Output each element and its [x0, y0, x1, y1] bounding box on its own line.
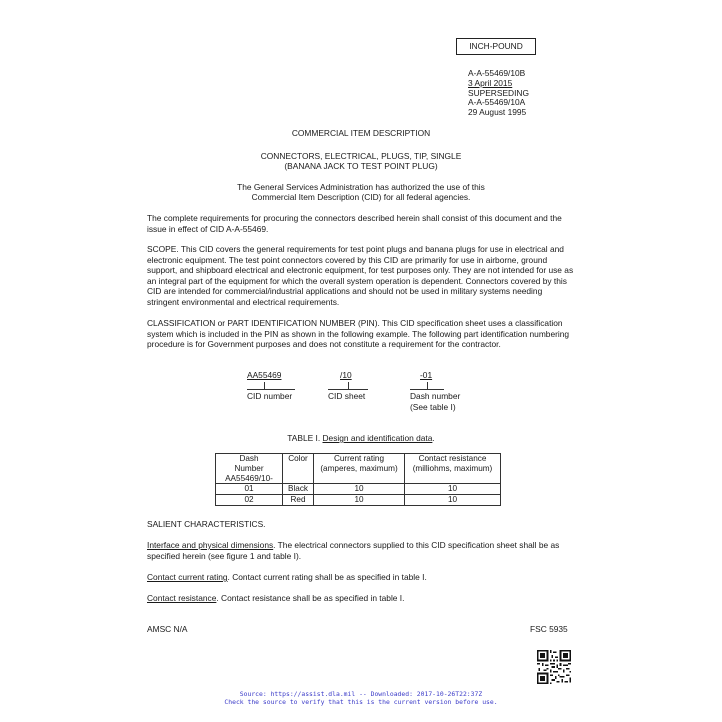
- table-caption-prefix: TABLE I.: [287, 433, 321, 443]
- pin-connector-tick: [264, 382, 265, 389]
- table-row: [216, 484, 501, 495]
- header-dash-line1: Dash: [239, 454, 259, 463]
- superseded-id: A-A-55469/10A: [468, 97, 526, 108]
- table-caption-suffix: .: [432, 433, 435, 443]
- interface-paragraph: [147, 540, 575, 561]
- cell-dash: 01: [216, 484, 283, 495]
- document-id: A-A-55469/10B: [468, 68, 526, 78]
- fsc-label: FSC 5935: [530, 624, 568, 634]
- document-identification-block: [468, 69, 529, 118]
- table-caption-title: Design and identification data: [322, 433, 433, 443]
- cell-current: 10: [314, 495, 405, 506]
- design-identification-table: [215, 453, 501, 506]
- qr-code-icon: [537, 650, 571, 684]
- pin-dash-code: -01: [420, 370, 433, 380]
- header-color-label: Color: [288, 454, 308, 463]
- header-color: [283, 454, 314, 484]
- pin-connector-tick: [348, 382, 349, 389]
- contact-resistance-title: Contact resistance: [147, 593, 217, 603]
- download-source-footer: [0, 690, 722, 706]
- cell-color: Red: [283, 495, 314, 506]
- cell-current: 10: [314, 484, 405, 495]
- pin-cid-sheet-label: CID sheet: [328, 391, 366, 401]
- authorization-line2: Commercial Item Description (CID) for all federal agencies.: [251, 192, 471, 202]
- cell-color: Black: [283, 484, 314, 495]
- product-title-line1: CONNECTORS, ELECTRICAL, PLUGS, TIP, SINGLE: [260, 151, 462, 161]
- header-dash-line3: AA55469/10-: [225, 473, 273, 483]
- pin-dash-label-line1: Dash number: [410, 391, 461, 401]
- cell-dash: 02: [216, 495, 283, 506]
- header-resistance-line1: Contact resistance: [418, 454, 487, 463]
- document-date: 3 April 2015: [468, 77, 513, 88]
- table-caption: [0, 433, 722, 444]
- header-current-line1: Current rating: [333, 454, 385, 463]
- contact-resistance-text: . Contact resistance shall be as specified in table I.: [216, 593, 405, 603]
- current-rating-text: . Contact current rating shall be as specified in table I.: [227, 572, 427, 582]
- current-rating-paragraph: [147, 572, 575, 583]
- cell-resistance: 10: [405, 484, 501, 495]
- pin-connector-tick: [427, 382, 428, 389]
- header-current-line2: (amperes, maximum): [320, 463, 398, 473]
- header-contact-resistance: [405, 454, 501, 484]
- header-resistance-line2: (milliohms, maximum): [412, 463, 493, 473]
- pin-cid-sheet-code: /10: [340, 370, 352, 380]
- pin-connector-rule: [328, 389, 368, 390]
- salient-heading: SALIENT CHARACTERISTICS.: [147, 519, 266, 529]
- footer-line1: Source: https://assist.dla.mil -- Downloaded: 2017-10-26T22:37Z: [239, 690, 483, 698]
- table-header-row: [216, 454, 501, 484]
- authorization-line1: The General Services Administration has authorized the use of this: [237, 182, 485, 192]
- header-current-rating: [314, 454, 405, 484]
- contact-resistance-paragraph: [147, 593, 575, 604]
- header-dash-number: [216, 454, 283, 484]
- superseding-label: SUPERSEDING: [468, 87, 529, 98]
- pin-connector-rule: [410, 389, 444, 390]
- pin-cid-number-code: AA55469: [247, 370, 282, 380]
- amsc-label: AMSC N/A: [147, 624, 188, 634]
- table-row: [216, 495, 501, 506]
- pin-cid-number-label: CID number: [247, 391, 293, 401]
- superseded-date: 29 August 1995: [468, 107, 527, 118]
- interface-title: Interface and physical dimensions: [147, 540, 274, 550]
- current-rating-title: Contact current rating: [147, 572, 228, 582]
- scope-paragraph: SCOPE. This CID covers the general requirements for test point plugs and banana plugs for use in electrical and electronic equipment. The test point connectors covered by this CID are primarily for use in airborne, ground support, and shipboard electrical and electronic equipment, for test purposes only. They are not intended for use as an integral part of the equipment for which the overall system operation is dependent. Connectors covered by this CID are intended for commercial/industrial applications and should not be used in military systems needing stringent environmental and electrical requirements.: [147, 244, 574, 307]
- cell-resistance: 10: [405, 495, 501, 506]
- interface-text: . The electrical connectors supplied to this CID specification sheet shall be as specified herein (see figure 1 and table I).: [147, 540, 560, 561]
- product-title-line2: (BANANA JACK TO TEST POINT PLUG): [284, 161, 438, 171]
- inch-pound-box: INCH-POUND: [456, 38, 536, 55]
- footer-line2: Check the source to verify that this is the current version before use.: [224, 698, 498, 707]
- classification-paragraph: CLASSIFICATION or PART IDENTIFICATION NUMBER (PIN). This CID specification sheet uses a classification system which is included in the PIN as shown in the following example. The following part identification numbering procedure is for Government purposes and does not constitute a requirement for the contractor.: [147, 318, 570, 350]
- header-dash-line2: Number: [234, 463, 264, 473]
- intro-paragraph: The complete requirements for procuring the connectors described herein shall consist of this document and the issue in effect of CID A-A-55469.: [147, 213, 562, 234]
- pin-dash-label-line2: (See table I): [410, 402, 456, 412]
- cid-title: COMMERCIAL ITEM DESCRIPTION: [291, 128, 431, 138]
- pin-connector-rule: [247, 389, 295, 390]
